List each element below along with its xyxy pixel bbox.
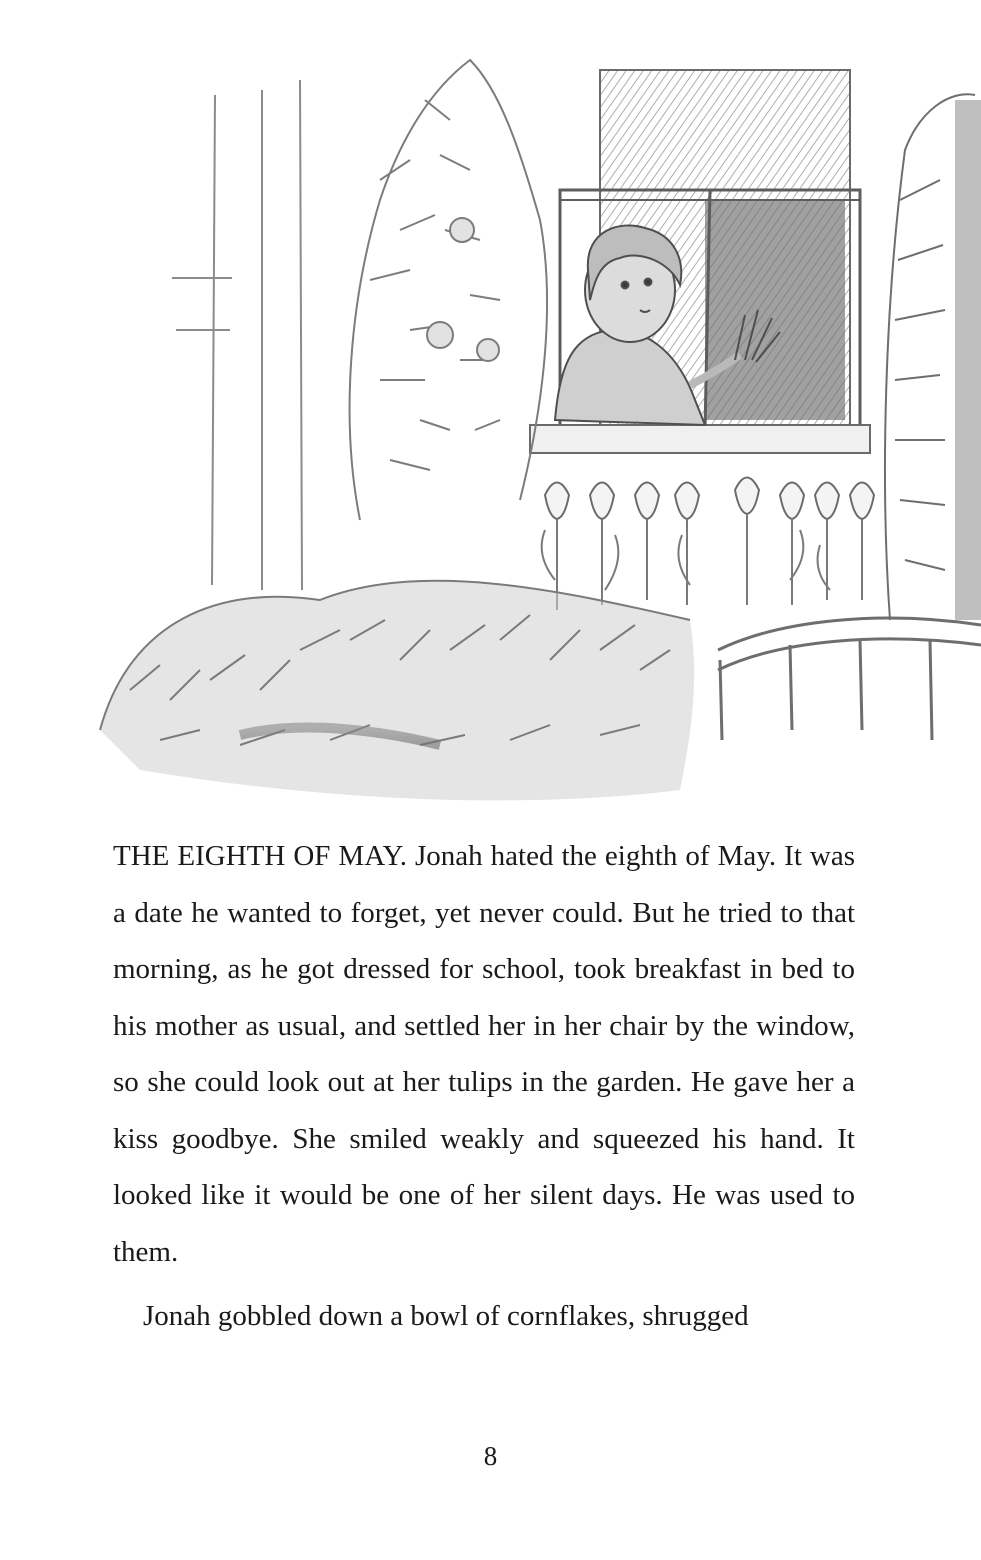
tulip-bed bbox=[545, 478, 874, 520]
low-bushes bbox=[100, 581, 694, 801]
left-foliage bbox=[350, 60, 547, 520]
right-foliage bbox=[885, 94, 981, 620]
story-text bbox=[113, 828, 855, 1345]
paragraph: THE EIGHTH OF MAY. Jonah hated the eighth of May. It was a date he wanted to forget, yet never could. But he tried to that morning, as he got dressed for school, took breakfast in bed to his mother as usual, and settled her in her chair by the window, so she could look out at her tulips in the garden. He gave her a kiss goodbye. She smiled weakly and squeezed his hand. It looked like it would be one of her silent days. He was used to them. bbox=[113, 840, 855, 1268]
house-wall bbox=[172, 80, 302, 590]
page-number: 8 bbox=[483, 1441, 498, 1471]
tulip-stems bbox=[542, 515, 862, 610]
paragraph: Jonah gobbled down a bowl of cornflakes, shrugged bbox=[143, 1300, 749, 1332]
garden-bench bbox=[718, 618, 981, 740]
